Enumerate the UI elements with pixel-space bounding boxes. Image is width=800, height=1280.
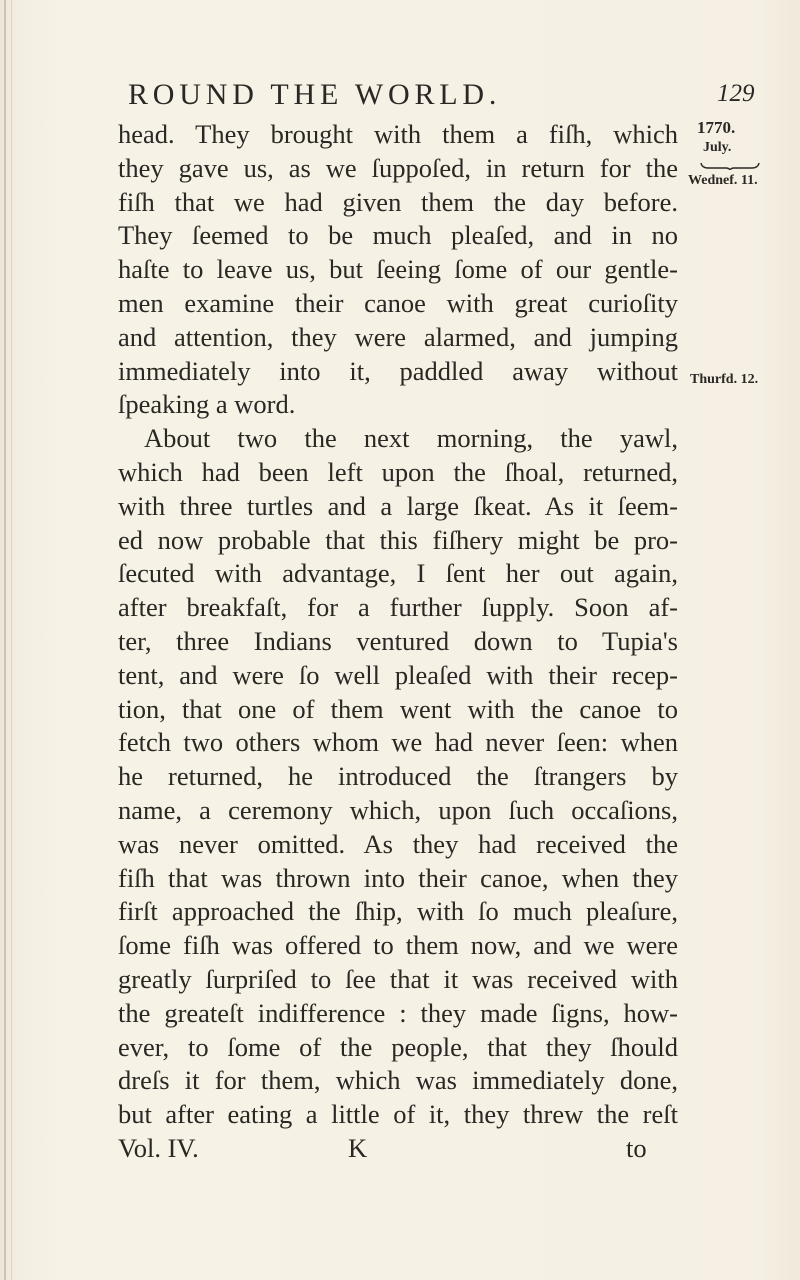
text-line: head. They brought with them a fiſh, which xyxy=(118,119,678,149)
text-line: ſpeaking a word. xyxy=(118,389,296,420)
text-line: haſte to leave us, but ſeeing ſome of our gentle- xyxy=(118,254,678,285)
text-line: ever, to ſome of the people, that they ſhould xyxy=(118,1031,678,1062)
page-number: 129 xyxy=(717,80,755,107)
text-line: greatly ſurpriſed to ſee that it was received with xyxy=(118,963,678,994)
margin-note-thursday: Thurfd. 12. xyxy=(690,372,759,387)
body-text xyxy=(118,118,678,1166)
text-line: fiſh that was thrown into their canoe, when they xyxy=(118,862,678,893)
text-line: name, a ceremony which, upon ſuch occaſions, xyxy=(118,794,678,825)
text-line: the greateſt indifference : they made ſigns, how- xyxy=(118,997,678,1028)
text-line: and attention, they were alarmed, and jumping xyxy=(118,321,678,352)
text-line: fiſh that we had given them the day before. xyxy=(118,186,678,217)
text-line: fetch two others whom we had never ſeen: when xyxy=(118,727,678,758)
text-line: immediately into it, paddled away without xyxy=(118,355,678,386)
text-line: ed now probable that this fiſhery might be pro- xyxy=(118,524,678,555)
margin-brace-icon xyxy=(700,162,760,170)
text-line: ter, three Indians ventured down to Tupia's xyxy=(118,625,678,656)
text-line: tion, that one of them went with the canoe to xyxy=(118,693,678,724)
margin-note-wednesday: Wednef. 11. xyxy=(688,173,758,188)
text-line: firſt approached the ſhip, with ſo much pleaſure, xyxy=(118,896,678,927)
text-line: dreſs it for them, which was immediately done, xyxy=(118,1065,678,1096)
text-line: They ſeemed to be much pleaſed, and in no xyxy=(118,220,678,251)
text-line: he returned, he introduced the ſtrangers by xyxy=(118,761,678,792)
text-line: but after eating a little of it, they threw the reſt xyxy=(118,1099,678,1130)
text-line: men examine their canoe with great curioſity xyxy=(118,287,678,318)
margin-note-month: July. xyxy=(703,140,732,155)
running-head: ROUND THE WORLD. xyxy=(128,78,502,111)
page-gutter-edge-inner xyxy=(11,0,12,1280)
text-line: after breakfaſt, for a further ſupply. Soon af- xyxy=(118,592,678,623)
margin-note-year: 1770. xyxy=(697,118,736,137)
page-gutter-edge xyxy=(4,0,6,1280)
text-line: About two the next morning, the yawl, xyxy=(144,423,678,454)
text-line: was never omitted. As they had received the xyxy=(118,828,678,859)
text-line: with three turtles and a large ſkeat. As it ſeem- xyxy=(118,490,678,521)
text-line: which had been left upon the ſhoal, returned, xyxy=(118,456,678,487)
footer-signature: K xyxy=(348,1132,368,1163)
footer-catchword: to xyxy=(626,1132,647,1163)
page-footer xyxy=(118,1132,678,1166)
footer-volume: Vol. IV. xyxy=(118,1132,199,1163)
text-line: tent, and were ſo well pleaſed with their recep- xyxy=(118,659,678,690)
text-line: ſecuted with advantage, I ſent her out again, xyxy=(118,558,678,589)
text-line: ſome fiſh was offered to them now, and we were xyxy=(118,930,678,961)
text-line: they gave us, as we ſuppoſed, in return for the xyxy=(118,152,678,183)
